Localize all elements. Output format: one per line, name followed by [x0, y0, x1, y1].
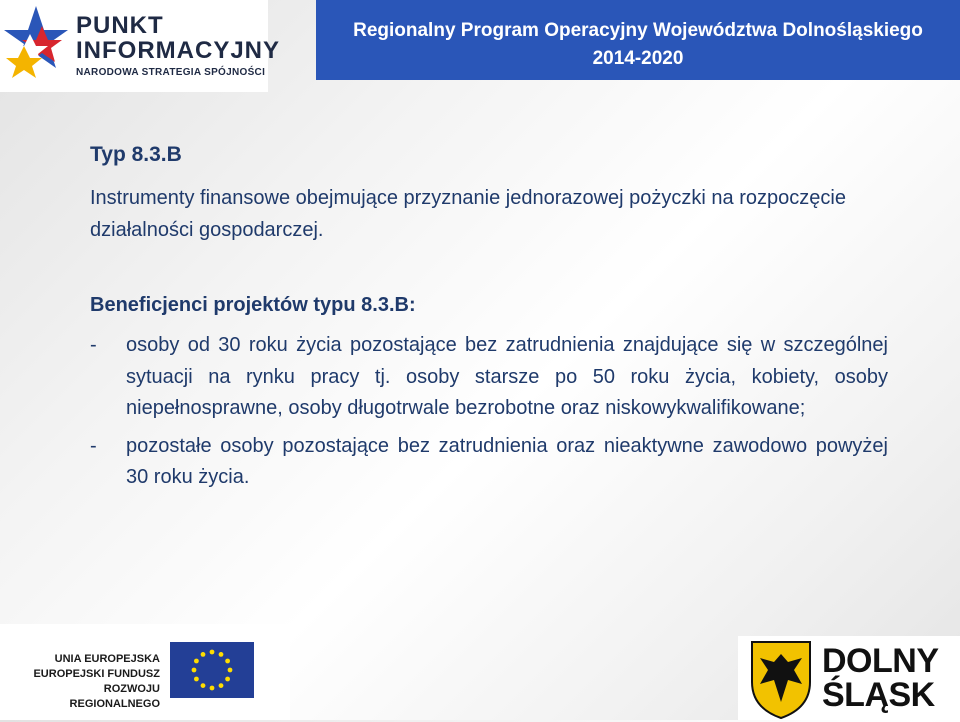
ds-line-dolny: DOLNY — [822, 642, 939, 680]
eu-line-rozwoju: ROZWOJU REGIONALNEGO — [69, 683, 160, 710]
list-dash: - — [90, 434, 97, 457]
ds-line-slask: ŚLĄSK — [822, 676, 935, 714]
star-emblem-icon — [0, 0, 70, 92]
beneficiaries-heading: Beneficjenci projektów typu 8.3.B: — [90, 294, 416, 316]
dolny-slask-logo — [738, 636, 960, 720]
eagle-shield-icon — [746, 638, 816, 722]
beneficiaries-list — [90, 330, 888, 494]
banner-title: Regionalny Program Operacyjny Województwa Dolnośląskiego — [353, 20, 923, 41]
list-item — [90, 431, 888, 494]
punkt-informacyjny-logo — [0, 0, 281, 92]
type-title: Typ 8.3.B — [90, 143, 182, 166]
eu-line-fundusz: EUROPEJSKI FUNDUSZ — [33, 668, 160, 680]
intro-text: Instrumenty finansowe obejmujące przyznanie jednorazowej pożyczki na rozpoczęcie działalności gospodarczej. — [90, 187, 846, 241]
slide-content — [90, 140, 888, 494]
logo-line-informacyjny: INFORMACYJNY — [76, 37, 281, 64]
banner-years: 2014-2020 — [592, 48, 684, 69]
list-item — [90, 330, 888, 425]
logo-line-strategia: NARODOWA STRATEGIA SPÓJNOŚCI — [76, 67, 266, 78]
eu-fund-logo — [0, 624, 290, 720]
list-dash: - — [90, 334, 97, 356]
eu-line-unia: UNIA EUROPEJSKA — [54, 653, 160, 665]
logo-line-punkt: PUNKT — [76, 12, 164, 39]
eu-flag-icon — [170, 642, 254, 698]
list-item-text: osoby od 30 roku życia pozostające bez zatrudnienia znajdujące się w szczególnej sytuacji na rynku pracy tj. osoby starsze po 50 roku życia, kobiety, osoby niepełnosprawne, osoby długotrwale bezrobotne oraz niskowykwalifikowane; — [126, 334, 888, 419]
list-item-text: pozostałe osoby pozostające bez zatrudnienia oraz nieaktywne zawodowo powyżej 30 roku życia. — [126, 434, 888, 488]
program-banner — [316, 0, 960, 80]
